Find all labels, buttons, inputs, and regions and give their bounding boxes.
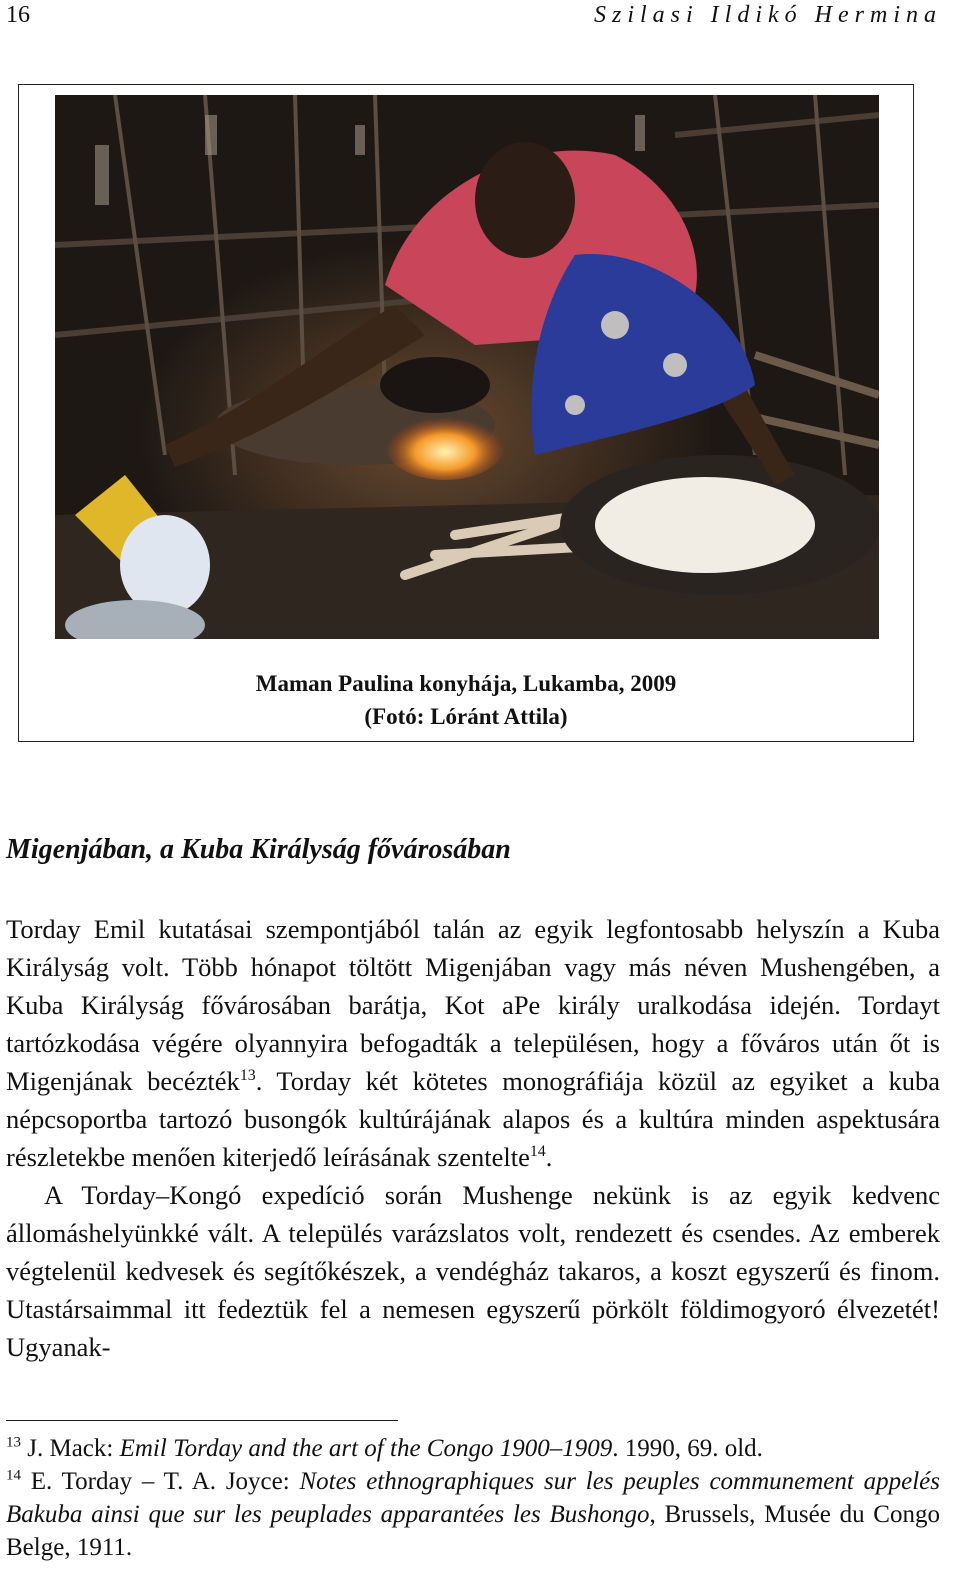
footnote-14: [6, 1465, 940, 1564]
photo-illustration: [55, 95, 879, 639]
footnote-text: . 1990, 69. old.: [612, 1435, 763, 1462]
footnote-ref-14[interactable]: 14: [529, 1143, 546, 1161]
section-title: Migenjában, a Kuba Királyság fővárosában: [6, 834, 511, 865]
footnote-ref-13[interactable]: 13: [239, 1067, 256, 1085]
paragraph-1-part-b: . Torday két kötetes monográfiája közül az egyiket a kuba népcsoportba tartozó busongók kultúrájának alapos és a kultúra minden aspektusára részletekbe menően kiterjedő leírásának szentelte: [6, 1066, 940, 1172]
paragraph-1: [6, 910, 940, 1176]
kitchen-photo: [55, 95, 879, 639]
figure-frame: [18, 84, 914, 742]
running-head-author: Szilasi Ildikó Hermina: [594, 2, 942, 28]
footnote-13: [6, 1432, 940, 1465]
footnote-text: E. Torday – T. A. Joyce:: [21, 1468, 300, 1495]
footnote-number: 13: [6, 1434, 21, 1451]
page-number: 16: [6, 2, 30, 28]
footnote-text: , Brussels, Musée du Congo Belge, 1911.: [6, 1501, 940, 1561]
caption-line-1: Maman Paulina konyhája, Lukamba, 2009: [255, 671, 677, 696]
body-text: [6, 910, 940, 1366]
footnote-number: 14: [6, 1467, 21, 1484]
caption-line-2: (Fotó: Lóránt Attila): [364, 704, 568, 729]
footnote-divider: [6, 1420, 398, 1421]
paragraph-1-part-a: Torday Emil kutatásai szempontjából talán az egyik legfontosabb helyszín a Kuba Királyság volt. Több hónapot töltött Migenjában vagy más néven Mushengében, a Kuba Királyság fővárosában barátja, Kot aPe király uralkodása idején. Tordayt tartózkodása végére olyannyira befogadták a településen, hogy a főváros után őt is Migenjának becézték: [6, 914, 940, 1096]
paragraph-2: A Torday–Kongó expedíció során Mushenge nekünk is az egyik kedvenc állomáshelyünkké vált. A település varázslatos volt, rendezett és csendes. Az emberek végtelenül kedvesek és segítőkészek, a vendégház takaros, a koszt egyszerű és finom. Utastársaimmal itt fedeztük fel a nemesen egyszerű pörkölt földimogyoró élvezetét! Ugyanak-: [6, 1180, 940, 1362]
footnote-title: Notes ethnographiques sur les peuples communement appelés Bakuba ainsi que sur les peuplades apparantées les Bushongo: [6, 1468, 940, 1528]
page-header: [6, 0, 942, 40]
footnote-text: J. Mack:: [21, 1435, 120, 1462]
figure-caption: [19, 667, 913, 733]
footnotes: [6, 1432, 940, 1564]
footnote-title: Emil Torday and the art of the Congo 1900–1909: [119, 1435, 613, 1462]
paragraph-1-part-c: .: [545, 1142, 553, 1172]
